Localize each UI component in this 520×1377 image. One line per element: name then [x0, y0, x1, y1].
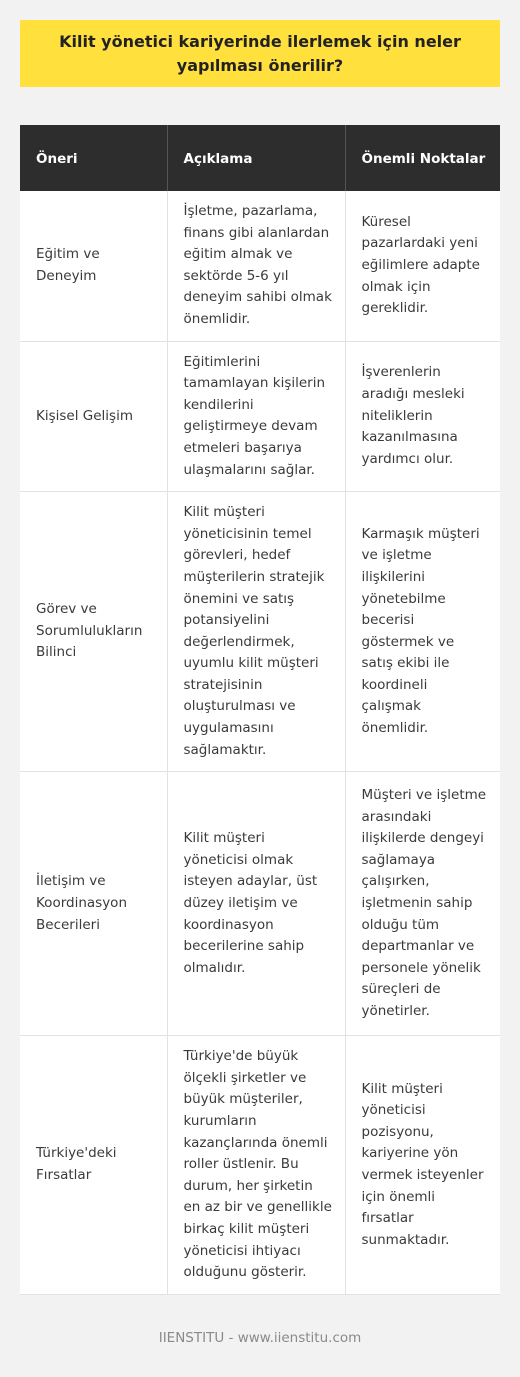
table-row — [20, 1036, 500, 1295]
header-aciklama: Açıklama — [167, 125, 345, 191]
page-title: Kilit yönetici kariyerinde ilerlemek için neler yapılması önerilir? — [59, 31, 461, 75]
cell-oneri: Görev ve Sorumlulukların Bilinci — [20, 492, 167, 772]
cell-aciklama: İşletme, pazarlama, finans gibi alanlardan eğitim almak ve sektörde 5-6 yıl deneyim sahibi olmak önemlidir. — [167, 191, 345, 341]
header-onemli-noktalar: Önemli Noktalar — [345, 125, 500, 191]
cell-oneri: İletişim ve Koordinasyon Becerileri — [20, 772, 167, 1036]
cell-oneri: Kişisel Gelişim — [20, 341, 167, 492]
cell-onemli: İşverenlerin aradığı mesleki niteliklerin kazanılmasına yardımcı olur. — [345, 341, 500, 492]
cell-aciklama: Kilit müşteri yöneticisi olmak isteyen adaylar, üst düzey iletişim ve koordinasyon becerilerine sahip olmalıdır. — [167, 772, 345, 1036]
recommendations-table — [20, 125, 500, 1295]
footer-credit: IIENSTITU - www.iienstitu.com — [158, 1330, 362, 1346]
title-banner — [20, 20, 500, 87]
table-row — [20, 772, 500, 1036]
cell-aciklama: Eğitimlerini tamamlayan kişilerin kendilerini geliştirmeye devam etmeleri başarıya ulaşmalarını sağlar. — [167, 341, 345, 492]
cell-onemli: Müşteri ve işletme arasındaki ilişkilerde dengeyi sağlamaya çalışırken, işletmenin sahip olduğu tüm departmanlar ve personele yönelik süreçleri de yönetirler. — [345, 772, 500, 1036]
table-row — [20, 492, 500, 772]
cell-onemli: Karmaşık müşteri ve işletme ilişkilerini yönetebilme becerisi göstermek ve satış ekibi ile koordineli çalışmak önemlidir. — [345, 492, 500, 772]
cell-aciklama: Türkiye'de büyük ölçekli şirketler ve büyük müşteriler, kurumların kazançlarında önemli roller üstlenir. Bu durum, her şirketin en az bir ve genellikle birkaç kilit müşteri yöneticisi ihtiyacı olduğunu gösterir. — [167, 1036, 345, 1295]
cell-aciklama: Kilit müşteri yöneticisinin temel görevleri, hedef müşterilerin stratejik önemini ve satış potansiyelini değerlendirmek, uyumlu kilit müşteri stratejisinin oluşturulması ve uygulamasını sağlamaktır. — [167, 492, 345, 772]
cell-oneri: Eğitim ve Deneyim — [20, 191, 167, 341]
table-row — [20, 191, 500, 341]
cell-oneri: Türkiye'deki Fırsatlar — [20, 1036, 167, 1295]
cell-onemli: Kilit müşteri yöneticisi pozisyonu, kariyerine yön vermek isteyenler için önemli fırsatlar sunmaktadır. — [345, 1036, 500, 1295]
table-row — [20, 341, 500, 492]
table-header-row — [20, 125, 500, 191]
header-oneri: Öneri — [20, 125, 167, 191]
cell-onemli: Küresel pazarlardaki yeni eğilimlere adapte olmak için gereklidir. — [345, 191, 500, 341]
